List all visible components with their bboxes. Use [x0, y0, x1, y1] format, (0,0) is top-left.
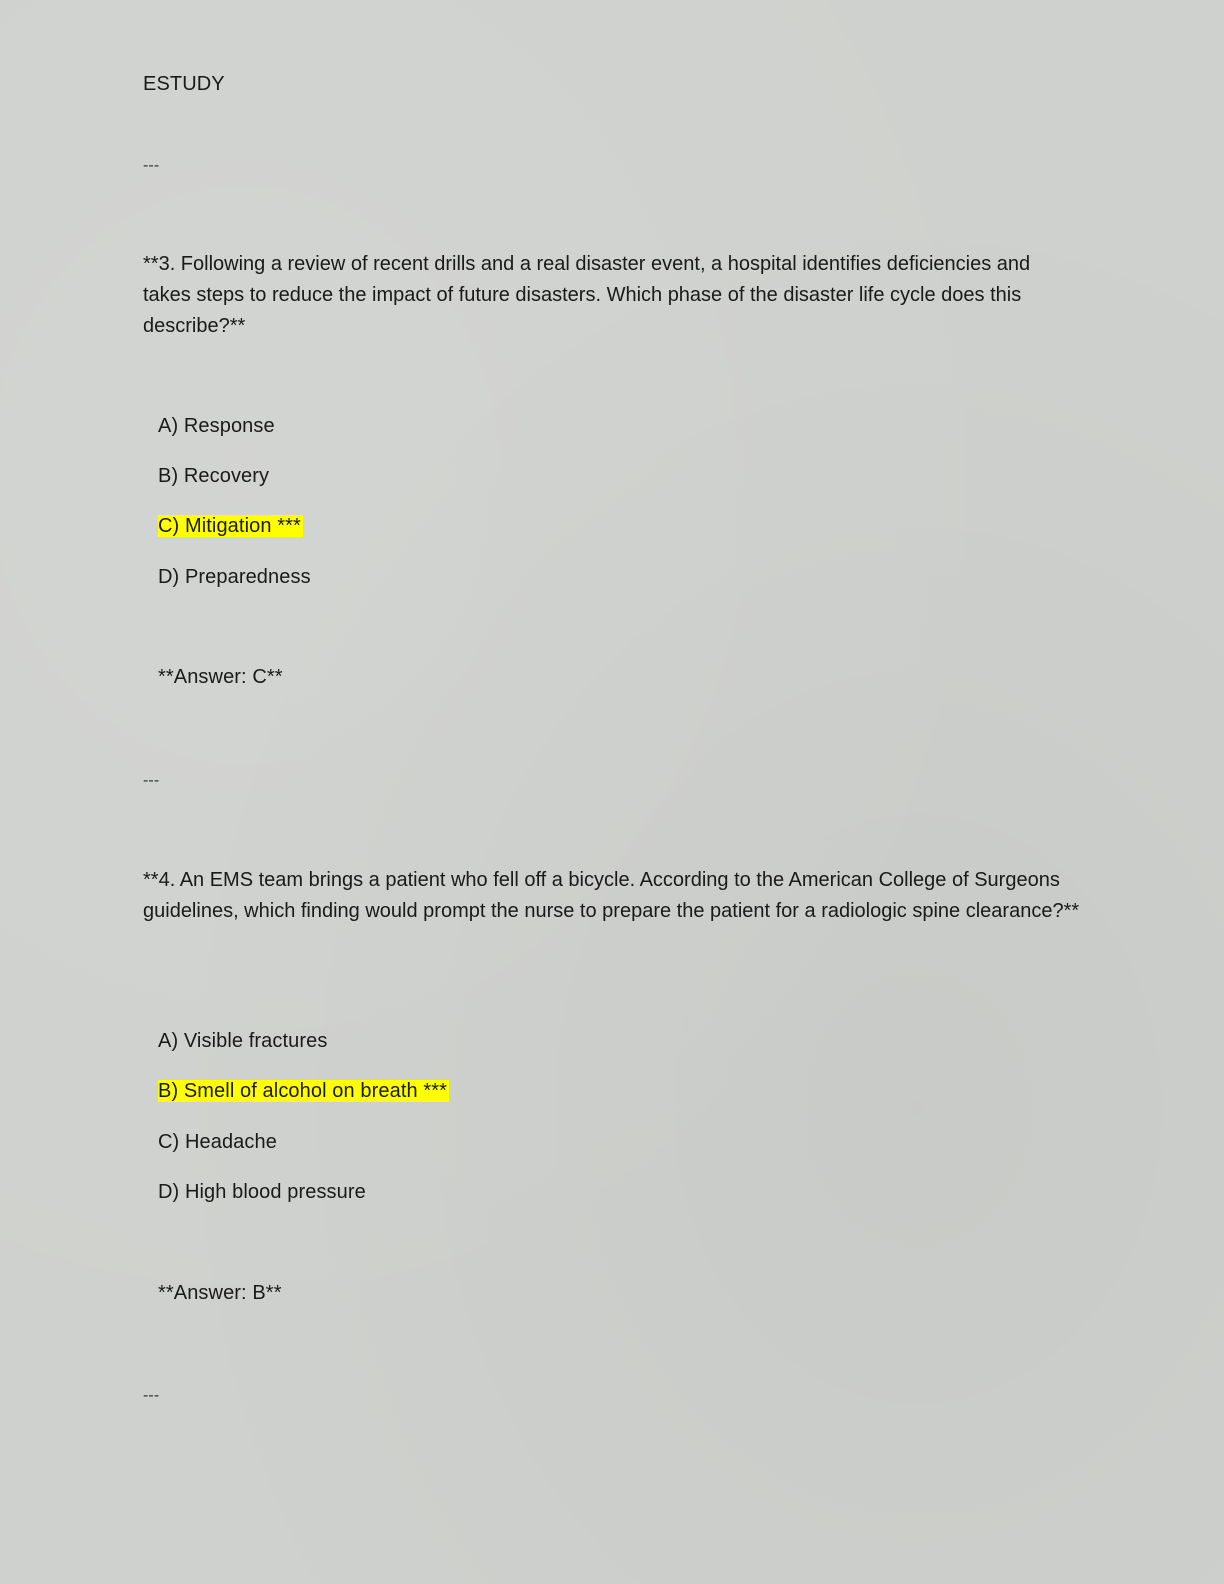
highlighted-answer: B) Smell of alcohol on breath *** [158, 1080, 448, 1102]
question-text: **4. An EMS team brings a patient who fell off a bicycle. According to the American College of Surgeons guidelines, which finding would prompt the nurse to prepare the patient for a radiologic spine clearance?** [143, 869, 1080, 922]
answer-line: **Answer: C** [158, 666, 283, 688]
option-b-highlighted [158, 1076, 449, 1107]
option-b: B) Recovery [158, 465, 270, 487]
separator: --- [143, 772, 160, 789]
option-c: C) Headache [158, 1131, 277, 1153]
option-d: D) Preparedness [158, 566, 311, 588]
highlighted-answer: C) Mitigation *** [158, 515, 301, 537]
document-header: ESTUDY [143, 73, 225, 95]
option-a: A) Visible fractures [158, 1030, 328, 1052]
option-d: D) High blood pressure [158, 1181, 366, 1203]
answer-line: **Answer: B** [158, 1282, 282, 1304]
option-c-highlighted [158, 511, 303, 542]
option-a: A) Response [158, 415, 275, 437]
question-text: **3. Following a review of recent drills and a real disaster event, a hospital identifies deficiencies and takes steps to reduce the impact of future disasters. Which phase of the disaster life cycle does this describe?** [143, 253, 1031, 337]
separator: --- [143, 157, 160, 174]
separator: --- [143, 1387, 160, 1404]
